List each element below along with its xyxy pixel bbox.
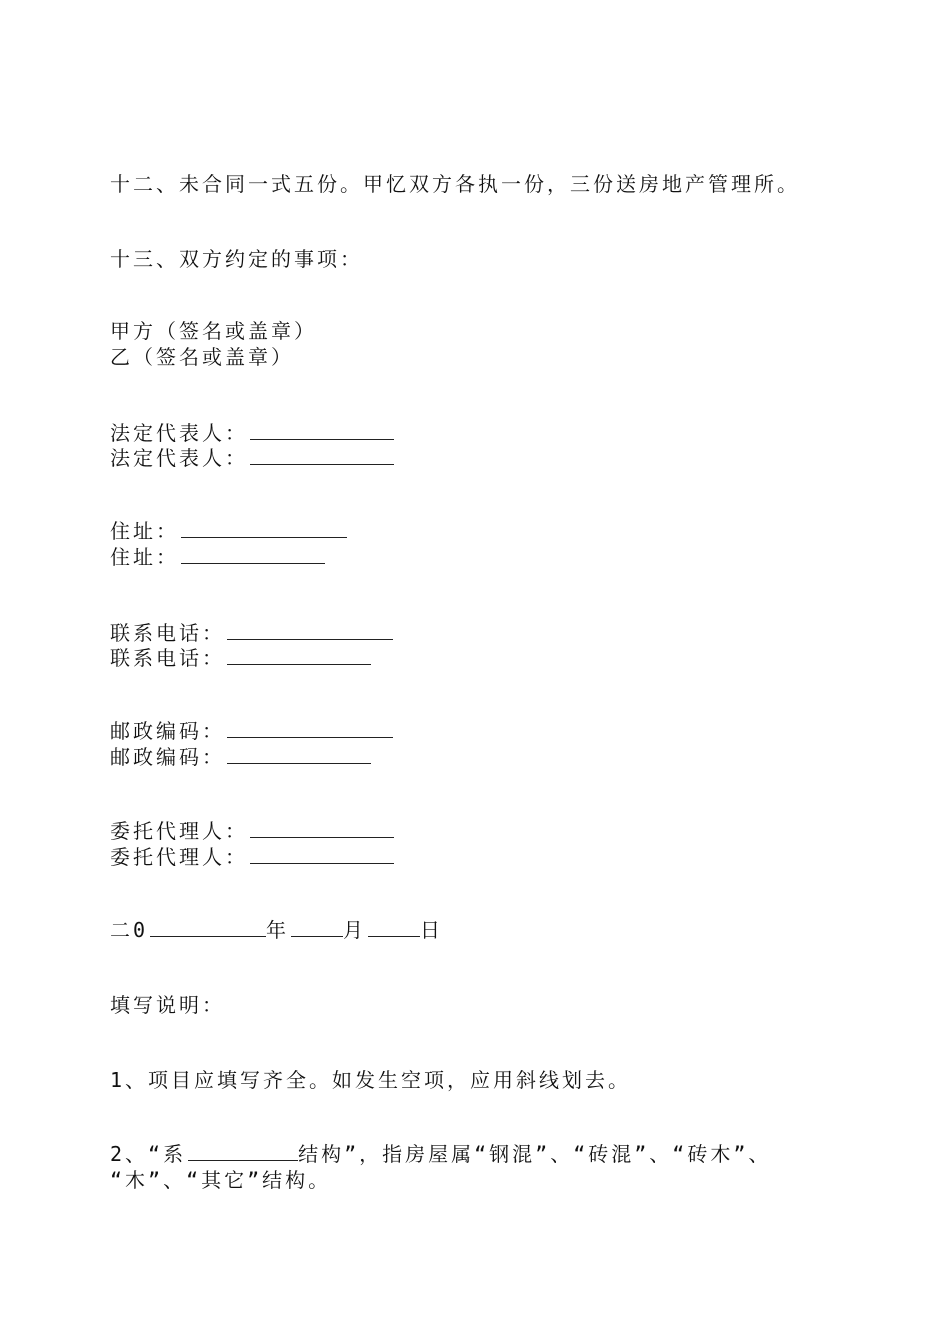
phone-a-blank[interactable] bbox=[227, 621, 393, 640]
postcode-a-blank[interactable] bbox=[227, 719, 393, 738]
day-label: 日 bbox=[420, 918, 444, 942]
instruction-item-1: 1、项目应填写齐全。如发生空项，应用斜线划去。 bbox=[110, 1068, 632, 1092]
instructions-title: 填写说明： bbox=[110, 993, 225, 1017]
postcode-a-label: 邮政编码： bbox=[110, 719, 225, 743]
party-b-signature-label: 乙（签名或盖章） bbox=[110, 345, 294, 369]
agent-b-row bbox=[110, 844, 394, 870]
agent-b-label: 委托代理人： bbox=[110, 845, 248, 869]
address-b-blank[interactable] bbox=[181, 545, 325, 564]
phone-b-blank[interactable] bbox=[227, 646, 371, 665]
structure-blank[interactable] bbox=[188, 1142, 298, 1161]
instruction-item-2-continued: “木”、“其它”结构。 bbox=[110, 1168, 332, 1192]
legal-rep-b-label: 法定代表人： bbox=[110, 446, 248, 470]
item-2-suffix: 结构”，指房屋属“钢混”、“砖混”、“砖木”、 bbox=[298, 1142, 772, 1166]
clause-13: 十三、双方约定的事项： bbox=[110, 247, 363, 271]
legal-rep-a-label: 法定代表人： bbox=[110, 421, 248, 445]
legal-rep-a-blank[interactable] bbox=[250, 421, 394, 440]
postcode-b-label: 邮政编码： bbox=[110, 745, 225, 769]
postcode-a-row bbox=[110, 718, 393, 744]
agent-a-blank[interactable] bbox=[250, 819, 394, 838]
address-b-label: 住址： bbox=[110, 545, 179, 569]
phone-b-label: 联系电话： bbox=[110, 646, 225, 670]
phone-a-label: 联系电话： bbox=[110, 621, 225, 645]
address-a-label: 住址： bbox=[110, 519, 179, 543]
party-a-signature-label: 甲方（签名或盖章） bbox=[110, 319, 317, 343]
address-a-row bbox=[110, 518, 347, 544]
phone-a-row bbox=[110, 620, 393, 646]
address-b-row bbox=[110, 544, 325, 570]
date-prefix: 二0 bbox=[110, 918, 149, 942]
agent-a-row bbox=[110, 818, 394, 844]
postcode-b-row bbox=[110, 744, 371, 770]
month-label: 月 bbox=[343, 918, 367, 942]
day-blank[interactable] bbox=[368, 918, 420, 937]
address-a-blank[interactable] bbox=[181, 519, 347, 538]
legal-rep-b-row bbox=[110, 445, 394, 471]
date-row bbox=[110, 917, 443, 943]
agent-b-blank[interactable] bbox=[250, 845, 394, 864]
year-label: 年 bbox=[266, 918, 290, 942]
item-2-prefix: 2、“系 bbox=[110, 1142, 187, 1166]
postcode-b-blank[interactable] bbox=[227, 745, 371, 764]
legal-rep-a-row bbox=[110, 420, 394, 446]
month-blank[interactable] bbox=[291, 918, 343, 937]
agent-a-label: 委托代理人： bbox=[110, 819, 248, 843]
instruction-item-2 bbox=[110, 1141, 771, 1167]
legal-rep-b-blank[interactable] bbox=[250, 446, 394, 465]
clause-12: 十二、未合同一式五份。甲忆双方各执一份，三份送房地产管理所。 bbox=[110, 172, 800, 196]
phone-b-row bbox=[110, 645, 371, 671]
year-blank[interactable] bbox=[150, 918, 266, 937]
